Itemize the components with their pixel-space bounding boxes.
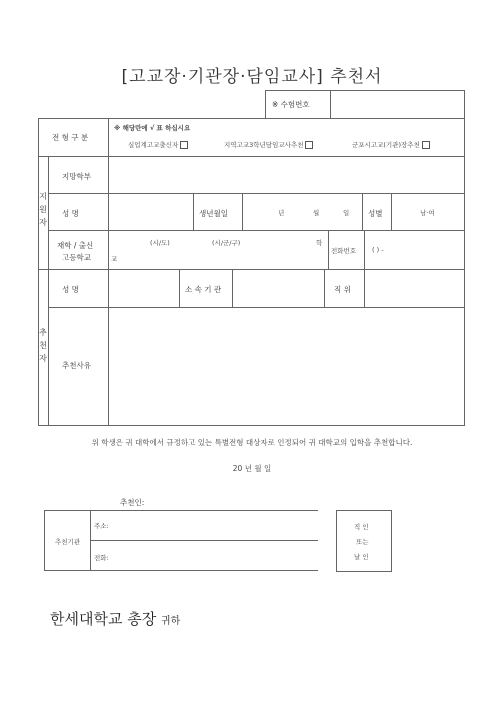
selection-option-vocational[interactable]: 실업계고교출신자 — [128, 140, 188, 149]
reason-field[interactable] — [110, 309, 462, 423]
recommender-section-label: 추 천 자 — [39, 328, 47, 363]
recommender-name-label: 성 명 — [62, 285, 79, 294]
address-label: 주소: — [94, 522, 109, 530]
selection-label: 전 형 구 분 — [52, 133, 89, 142]
position-field[interactable] — [366, 271, 462, 305]
school-suffix-1: 학 — [316, 239, 323, 247]
department-label: 지망학부 — [62, 172, 91, 181]
seal-text-1: 직 인 — [354, 523, 369, 531]
date-line: 20 년 월 일 — [232, 464, 272, 473]
phone-value[interactable]: ( ) - — [372, 246, 384, 254]
school-city: (시/군/구) — [212, 239, 241, 247]
birth-date-label: 생년월일 — [199, 209, 228, 218]
organization-label: 소 속 기 관 — [185, 285, 222, 294]
applicant-section-label: 지 원 자 — [39, 192, 47, 227]
recommender-signature-label: 추천인: — [120, 498, 145, 507]
table-top-border — [38, 118, 465, 119]
applicant-name-label: 성 명 — [62, 209, 79, 218]
checkbox-principal[interactable] — [422, 141, 430, 149]
organization-field[interactable] — [234, 271, 322, 305]
birth-day-unit: 일 — [343, 209, 350, 217]
seal-text-2: 또는 — [356, 538, 369, 546]
phone-label: 전화번호 — [331, 247, 357, 255]
closing-addressee: 한세대학교 총장 귀하 — [50, 610, 181, 628]
seal-text-3: 날 인 — [354, 553, 369, 561]
school-province: (시/도) — [150, 239, 170, 247]
declaration-text: 위 학생은 귀 대학에서 규정하고 있는 특별전형 대상자로 인정되어 귀 대학교의 입학을 추천합니다. — [91, 438, 413, 447]
selection-note: ※ 해당란에 √ 표 하십시요 — [114, 124, 191, 132]
gender-label: 성별 — [368, 209, 383, 218]
birth-month-unit: 월 — [313, 209, 320, 217]
recommending-org-label: 추천기관 — [55, 538, 81, 546]
checkbox-teacher[interactable] — [305, 141, 313, 149]
reason-label: 추천사유 — [62, 361, 91, 370]
recommender-name-field[interactable] — [110, 271, 178, 305]
signature-phone-label: 전화: — [94, 554, 109, 562]
gender-value[interactable]: 남·여 — [420, 209, 435, 217]
school-label-1: 재학 / 출신 — [57, 241, 94, 250]
position-label: 직 위 — [334, 285, 351, 294]
selection-option-teacher[interactable]: 지역고교3학년담임교사추천 — [224, 140, 313, 149]
department-field[interactable] — [110, 158, 462, 192]
birth-year-unit: 년 — [278, 209, 285, 217]
school-label-2: 고등학교 — [62, 253, 91, 262]
exam-number-label: ※ 수험번호 — [272, 100, 310, 109]
selection-option-principal[interactable]: 군포시고교(기관)장추천 — [352, 140, 430, 149]
school-suffix-2: 교 — [111, 255, 118, 263]
page-title: [고교장·기관장·담임교사] 추천서 — [121, 67, 383, 87]
applicant-name-field[interactable] — [110, 195, 192, 229]
checkbox-vocational[interactable] — [180, 141, 188, 149]
